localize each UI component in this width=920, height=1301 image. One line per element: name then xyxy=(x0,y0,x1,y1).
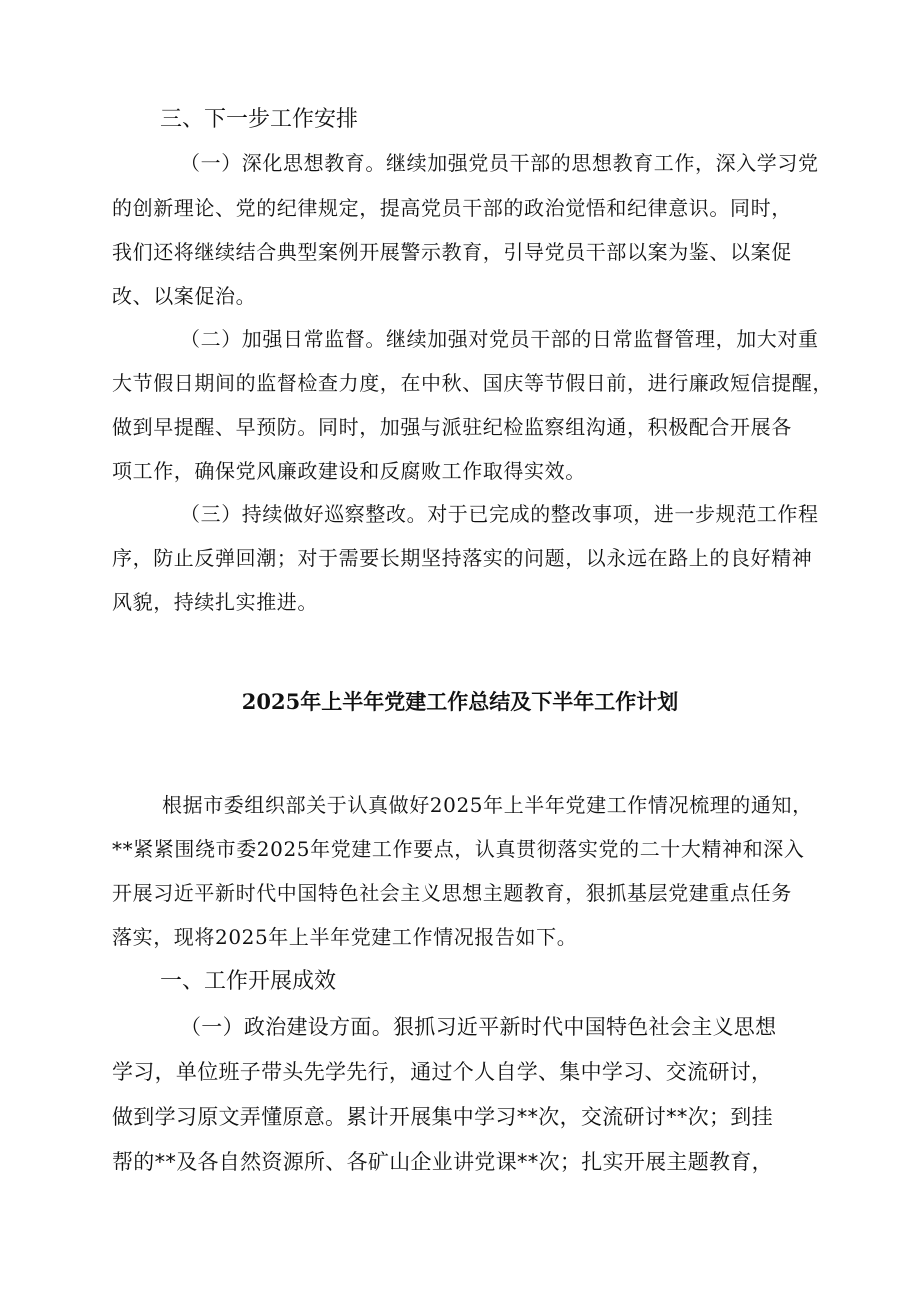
text-line: 落实，现将2025年上半年党建工作情况报告如下。 xyxy=(112,925,578,949)
text-line: 风貌，持续扎实推进。 xyxy=(112,590,318,614)
text-line: 序，防止反弹回潮；对于需要长期坚持落实的问题，以永远在路上的良好精神 xyxy=(112,546,813,570)
document-title: 2025年上半年党建工作总结及下半年工作计划 xyxy=(241,689,679,714)
text-line: 改、以案促治。 xyxy=(112,284,257,308)
text-line: 我们还将继续结合典型案例开展警示教育，引导党员干部以案为鉴、以案促 xyxy=(112,240,792,264)
text-line: （一）政治建设方面。狠抓习近平新时代中国特色社会主义思想 xyxy=(180,1015,777,1039)
section-heading-next-steps: 三、下一步工作安排 xyxy=(160,107,359,132)
text-line: （二）加强日常监督。继续加强对党员干部的日常监督管理，加大对重 xyxy=(180,327,819,351)
text-line: 根据市委组织部关于认真做好2025年上半年党建工作情况梳理的通知， xyxy=(162,793,813,817)
text-line: 的创新理论、党的纪律规定，提高党员干部的政治觉悟和纪律意识。同时， xyxy=(112,196,792,220)
text-line: 学习，单位班子带头先学先行，通过个人自学、集中学习、交流研讨， xyxy=(112,1060,773,1084)
text-line: 开展习近平新时代中国特色社会主义思想主题教育，狠抓基层党建重点任务 xyxy=(112,881,792,905)
text-line: （三）持续做好巡察整改。对于已完成的整改事项，进一步规范工作程 xyxy=(180,502,819,526)
text-line: 项工作，确保党风廉政建设和反腐败工作取得实效。 xyxy=(112,459,586,483)
text-line: **紧紧围绕市委2025年党建工作要点，认真贯彻落实党的二十大精神和深入 xyxy=(112,837,805,861)
text-line: 帮的**及各自然资源所、各矿山企业讲党课**次；扎实开展主题教育， xyxy=(112,1150,773,1174)
text-line: 大节假日期间的监督检查力度，在中秋、国庆等节假日前，进行廉政短信提醒， xyxy=(112,371,833,395)
text-line: 做到早提醒、早预防。同时，加强与派驻纪检监察组沟通，积极配合开展各 xyxy=(112,415,792,439)
section-heading-achievements: 一、工作开展成效 xyxy=(160,969,337,994)
text-line: （一）深化思想教育。继续加强党员干部的思想教育工作，深入学习党 xyxy=(180,151,819,175)
text-line: 做到学习原文弄懂原意。累计开展集中学习**次，交流研讨**次；到挂 xyxy=(112,1105,773,1129)
